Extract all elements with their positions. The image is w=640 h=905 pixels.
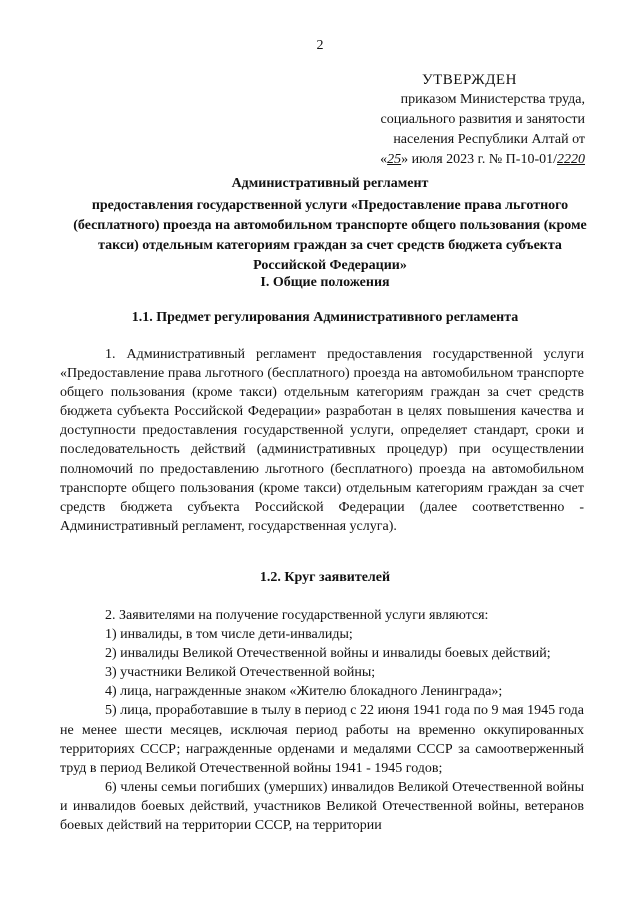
handwritten-number: 2220: [557, 152, 585, 167]
approval-line-2: социального развития и занятости: [380, 112, 585, 127]
list-item: 2. Заявителями на получение государственной услуги являются:: [105, 608, 489, 623]
page-number: 2: [316, 38, 324, 53]
applicants-list: [60, 606, 584, 835]
list-item: 1) инвалиды, в том числе дети-инвалиды;: [105, 627, 353, 643]
date-open-quote: «: [380, 152, 388, 167]
title-line-2: предоставления государственной услуги «Предоставление права льготного (бесплатного) проезда на автомобильном транспорте общего пользования (кроме такси) отдельным категориям граждан за счет средств бюджета субъекта Российской Федерации»: [73, 198, 587, 273]
list-item: 2) инвалиды Великой Отечественной войны и инвалиды боевых действий;: [105, 646, 551, 662]
paragraph-1: 1. Административный регламент предоставления государственной услуги «Предоставление права льготного (бесплатного) проезда на автомобильном транспорте общего пользования (кроме такси) отдельным категориям граждан за счет средств бюджета субъекта Российской Федерации» разработан в целях повышения качества и доступности предоставления государственной услуги, определяет стандарт, сроки и последовательность действий (административных процедур) при осуществлении полномочий по предоставлению льготного (бесплатного) проезда на автомобильном транспорте общего пользования (кроме такси) отдельным категориям граждан за счет средств бюджета субъекта Российской Федерации (далее соответственно - Административный регламент, государственная услуга).: [60, 347, 584, 534]
section-heading-subject: 1.1. Предмет регулирования Административного регламента: [131, 310, 519, 325]
date-rest: » июля 2023 г. № П-10-01/: [401, 152, 557, 167]
list-item: 4) лица, награжденные знаком «Жителю блокадного Ленинграда»;: [105, 684, 503, 700]
approval-line-3: населения Республики Алтай от: [393, 132, 585, 147]
approval-line-1: приказом Министерства труда,: [400, 92, 585, 107]
handwritten-day: 25: [387, 152, 402, 167]
section-heading-general: I. Общие положения: [260, 275, 390, 290]
section-heading-applicants: 1.2. Круг заявителей: [259, 570, 391, 585]
title-line-1: Административный регламент: [231, 176, 429, 191]
approval-date-line: [340, 150, 585, 170]
list-item: 3) участники Великой Отечественной войны;: [105, 665, 376, 681]
document-title: [70, 174, 590, 276]
approval-block: [340, 70, 585, 170]
list-item: 6) члены семьи погибших (умерших) инвалидов Великой Отечественной войны и инвалидов боевых действий, участников Великой Отечественной войны, ветеранов боевых действий на территории СССР, на территории: [60, 779, 584, 834]
list-item: 5) лица, проработавшие в тылу в период с 22 июня 1941 года по 9 мая 1945 года не менее шести месяцев, исключая период работы на временно оккупированных территориях СССР; награжденные орденами и медалями СССР за самоотверженный труд в период Великой Отечественной войны 1941 - 1945 годов;: [60, 703, 584, 776]
approval-heading: УТВЕРЖДЕН: [422, 72, 517, 88]
